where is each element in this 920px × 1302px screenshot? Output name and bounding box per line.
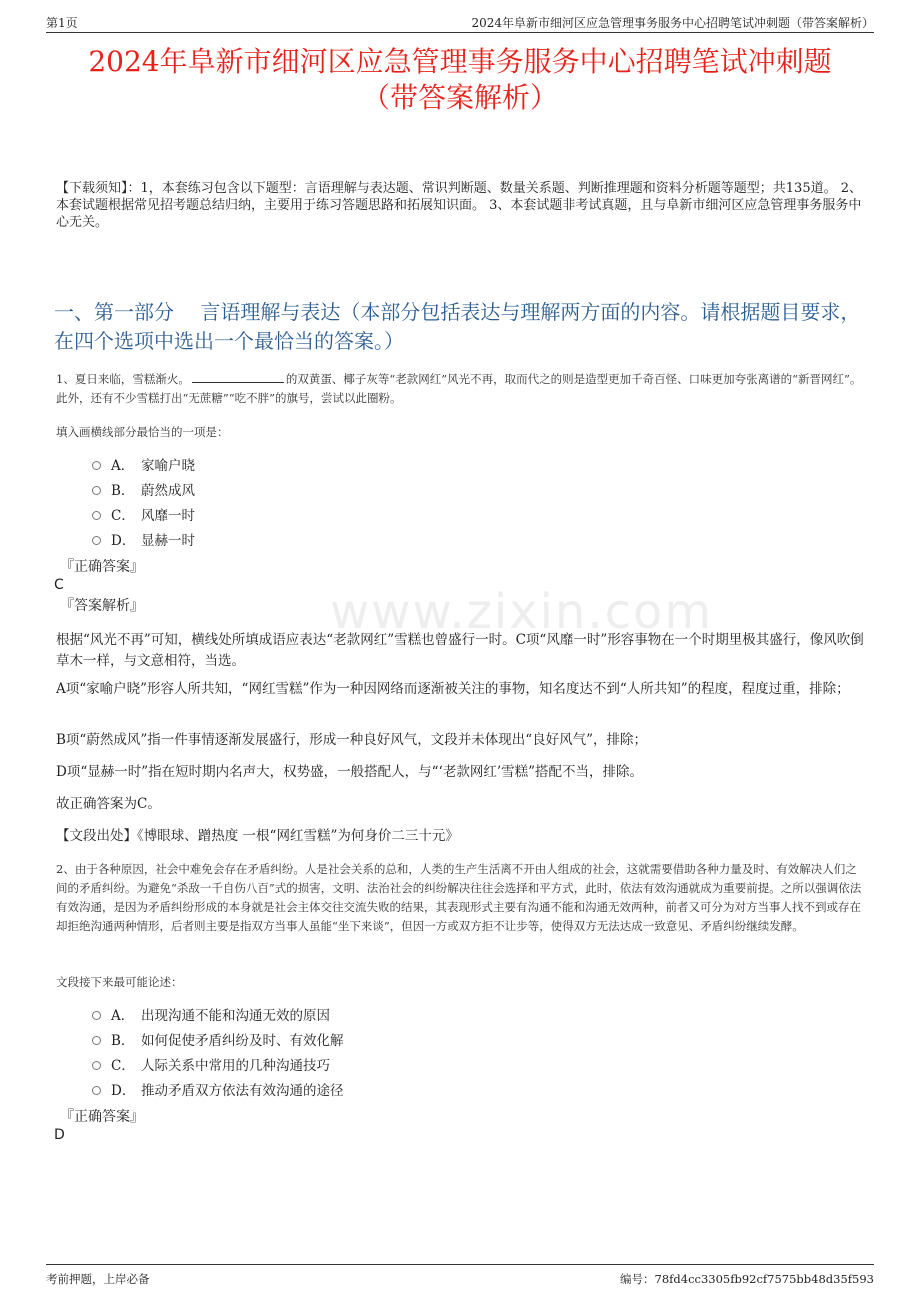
q2-text: 2、由于各种原因，社会中难免会存在矛盾纠纷。人是社会关系的总和，人类的生产生活离不开由人组成的社会，这就需要借助各种力量及时、有效解决人们之间的矛盾纠纷。为避免“杀敌一千自伤八百”式的损害，文明、法治社会的纠纷解决往往会选择和平方式，此时，依法有效沟通就成为重要前提。之所以强调依法有效沟通，是因为矛盾纠纷形成的本身就是社会主体交往交流失败的结果，其表现形式主要有沟通不能和沟通无效两种，前者又可分为对方当事人找不到或存在却拒绝沟通两种情形，后者则主要是指双方当事人虽能“坐下来谈”，但因一方或双方拒不让步等，使得双方无法达成一致意见、矛盾纠纷继续发酵。	[56, 862, 862, 933]
q1-answer-label: 『正确答案』	[60, 559, 144, 575]
page-number: 第1页	[46, 16, 78, 30]
q2-option-d[interactable]: D． 推动矛盾双方依法有效沟通的途径	[92, 1081, 344, 1101]
download-notice: 【下载须知】：1，本套练习包含以下题型：言语理解与表达题、常识判断题、数量关系题、判断推理题和资料分析题等题型；共135道。 2、本套试题根据常见招考题总结归纳，主要用于练习答题思路和拓展知识面。 3、本套试题非考试真题，且与阜新市细河区应急管理事务服务中心无关。	[56, 181, 862, 230]
q1-option-c[interactable]: C． 风靡一时	[92, 506, 195, 526]
radio-icon[interactable]	[92, 536, 101, 545]
q1-text-before: 1、夏日来临，雪糕渐火。	[56, 372, 190, 386]
q1-source: 【文段出处】《博眼球、蹭热度 一根“网红雪糕”为何身价二三十元》	[56, 828, 459, 844]
q1-prompt: 填入画横线部分最恰当的一项是：	[56, 425, 229, 439]
radio-icon[interactable]	[92, 461, 101, 470]
q1-analysis-p4: D项“显赫一时”指在短时期内名声大，权势盛，一般搭配人，与“‘老款网红’雪糕”搭配不当，排除。	[56, 764, 644, 780]
q1-analysis-label: 『答案解析』	[60, 598, 144, 614]
title-line-1: 2024年阜新市细河区应急管理事务服务中心招聘笔试冲刺题	[88, 45, 832, 78]
document-title	[30, 44, 890, 116]
q1-answer: C	[54, 577, 64, 593]
q1-text	[56, 370, 868, 408]
q2-answer: D	[54, 1127, 65, 1143]
q2-prompt: 文段接下来最可能论述：	[56, 975, 183, 989]
footer-slogan: 考前押题，上岸必备	[46, 1272, 150, 1286]
q2-option-a[interactable]: A． 出现沟通不能和沟通无效的原因	[92, 1006, 330, 1026]
q2-option-b[interactable]: B． 如何促使矛盾纠纷及时、有效化解	[92, 1031, 344, 1051]
page-header	[46, 14, 874, 33]
q2-option-c[interactable]: C． 人际关系中常用的几种沟通技巧	[92, 1056, 330, 1076]
q1-option-a[interactable]: A． 家喻户晓	[92, 456, 195, 476]
q1-analysis-p5: 故正确答案为C。	[56, 796, 161, 812]
radio-icon[interactable]	[92, 511, 101, 520]
section-heading: 一、第一部分 言语理解与表达（本部分包括表达与理解两方面的内容。请根据题目要求，在四个选项中选出一个最恰当的答案。）	[54, 300, 861, 353]
watermark: www.zixin.com	[330, 584, 714, 640]
q1-option-b[interactable]: B． 蔚然成风	[92, 481, 195, 501]
radio-icon[interactable]	[92, 1011, 101, 1020]
q1-blank	[192, 371, 284, 383]
q1-text-after: 的双黄蛋、椰子灰等“老款网红”风光不再，取而代之的则是造型更加千奇百怪、口味更加夸张离谱的“新晋网红”。此外，还有不少雪糕打出“无蔗糖”“吃不胖”的旗号，尝试以此圈粉。	[56, 372, 862, 405]
title-line-2: （带答案解析）	[361, 81, 558, 114]
radio-icon[interactable]	[92, 1036, 101, 1045]
q1-analysis-p2: A项“家喻户晓”形容人所共知，“网红雪糕”作为一种因网络而逐渐被关注的事物，知名度达不到“人所共知”的程度，程度过重，排除；	[56, 681, 850, 697]
footer-doc-id: 编号：78fd4cc3305fb92cf7575bb48d35f593	[620, 1272, 874, 1286]
q1-analysis-p3: B项“蔚然成风”指一件事情逐渐发展盛行，形成一种良好风气，文段并未体现出“良好风气”，排除；	[56, 732, 648, 748]
q2-answer-label: 『正确答案』	[60, 1109, 144, 1125]
radio-icon[interactable]	[92, 1061, 101, 1070]
page-footer	[46, 1264, 874, 1286]
q1-analysis-p1: 根据“风光不再”可知，横线处所填成语应表达“老款网红”雪糕也曾盛行一时。C项“风靡一时”形容事物在一个时期里极其盛行，像风吹倒草木一样，与文意相符，当选。	[56, 632, 864, 669]
radio-icon[interactable]	[92, 1086, 101, 1095]
radio-icon[interactable]	[92, 486, 101, 495]
header-doc-title: 2024年阜新市细河区应急管理事务服务中心招聘笔试冲刺题（带答案解析）	[471, 16, 874, 30]
q1-option-d[interactable]: D． 显赫一时	[92, 531, 195, 551]
